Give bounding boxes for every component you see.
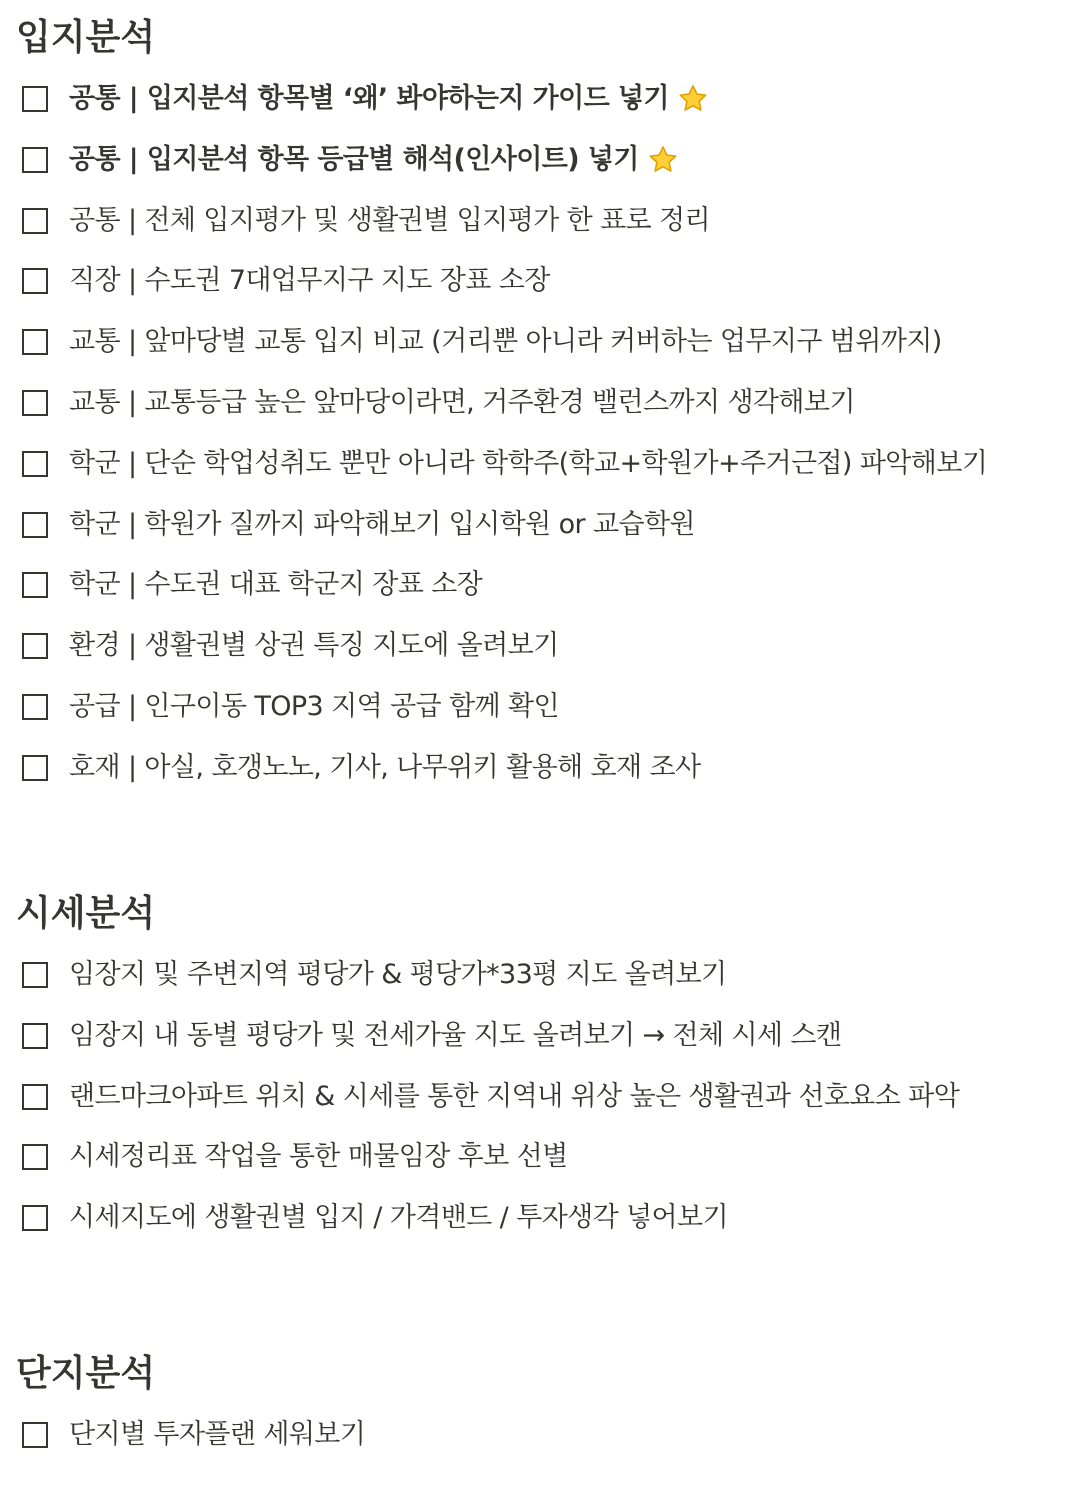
todo-item[interactable] bbox=[22, 955, 727, 995]
todo-item[interactable] bbox=[22, 383, 855, 423]
checkbox-icon[interactable] bbox=[22, 1144, 48, 1170]
star-icon bbox=[677, 83, 709, 115]
todo-item[interactable] bbox=[22, 322, 942, 362]
todo-item[interactable] bbox=[22, 748, 700, 788]
checkbox-icon[interactable] bbox=[22, 208, 48, 234]
section-heading: 시세분석 bbox=[16, 893, 156, 934]
star-icon bbox=[647, 144, 679, 176]
checkbox-icon[interactable] bbox=[22, 147, 48, 173]
checkbox-icon[interactable] bbox=[22, 694, 48, 720]
todo-text: 공통 | 입지분석 항목별 ‘왜’ 봐야하는지 가이드 넣기 bbox=[69, 83, 669, 114]
todo-text: 직장 | 수도권 7대업무지구 지도 장표 소장 bbox=[69, 265, 550, 296]
checkbox-icon[interactable] bbox=[22, 572, 48, 598]
todo-text: 공통 | 입지분석 항목 등급별 해석(인사이트) 넣기 bbox=[69, 144, 639, 175]
todo-item[interactable] bbox=[22, 1198, 728, 1238]
checkbox-icon[interactable] bbox=[22, 1205, 48, 1231]
todo-item[interactable] bbox=[22, 261, 550, 301]
todo-item[interactable] bbox=[22, 1137, 568, 1177]
section-heading: 단지분석 bbox=[16, 1353, 156, 1394]
todo-item[interactable] bbox=[22, 79, 709, 119]
todo-text: 호재 | 아실, 호갱노노, 기사, 나무위키 활용해 호재 조사 bbox=[69, 752, 701, 783]
todo-text: 학군 | 학원가 질까지 파악해보기 입시학원 or 교습학원 bbox=[69, 509, 695, 540]
todo-text: 시세지도에 생활권별 입지 / 가격밴드 / 투자생각 넣어보기 bbox=[69, 1202, 728, 1233]
todo-item[interactable] bbox=[22, 1077, 959, 1117]
todo-text: 랜드마크아파트 위치 & 시세를 통한 지역내 위상 높은 생활권과 선호요소 파악 bbox=[69, 1081, 960, 1112]
checkbox-icon[interactable] bbox=[22, 451, 48, 477]
todo-text: 임장지 및 주변지역 평당가 & 평당가*33평 지도 올려보기 bbox=[69, 959, 727, 990]
section-heading: 입지분석 bbox=[16, 17, 156, 58]
todo-text: 시세정리표 작업을 통한 매물임장 후보 선별 bbox=[69, 1141, 568, 1172]
todo-text: 교통 | 앞마당별 교통 입지 비교 (거리뿐 아니라 커버하는 업무지구 범위까지) bbox=[69, 326, 942, 357]
checkbox-icon[interactable] bbox=[22, 1023, 48, 1049]
todo-text: 교통 | 교통등급 높은 앞마당이라면, 거주환경 밸런스까지 생각해보기 bbox=[69, 387, 855, 418]
todo-item[interactable] bbox=[22, 1016, 841, 1056]
todo-item[interactable] bbox=[22, 444, 987, 484]
todo-item[interactable] bbox=[22, 1415, 365, 1455]
checkbox-icon[interactable] bbox=[22, 1422, 48, 1448]
todo-item[interactable] bbox=[22, 626, 559, 666]
checkbox-icon[interactable] bbox=[22, 329, 48, 355]
todo-item[interactable] bbox=[22, 687, 559, 727]
checkbox-icon[interactable] bbox=[22, 962, 48, 988]
checkbox-icon[interactable] bbox=[22, 512, 48, 538]
todo-item[interactable] bbox=[22, 140, 679, 180]
todo-text: 학군 | 수도권 대표 학군지 장표 소장 bbox=[69, 569, 483, 600]
checkbox-icon[interactable] bbox=[22, 633, 48, 659]
todo-text: 환경 | 생활권별 상권 특징 지도에 올려보기 bbox=[69, 630, 559, 661]
todo-text: 공통 | 전체 입지평가 및 생활권별 입지평가 한 표로 정리 bbox=[69, 205, 710, 236]
todo-text: 단지별 투자플랜 세워보기 bbox=[69, 1419, 366, 1450]
todo-item[interactable] bbox=[22, 201, 710, 241]
todo-text: 학군 | 단순 학업성취도 뿐만 아니라 학학주(학교+학원가+주거근접) 파악해보기 bbox=[69, 448, 988, 479]
todo-item[interactable] bbox=[22, 565, 482, 605]
todo-text: 공급 | 인구이동 TOP3 지역 공급 함께 확인 bbox=[69, 691, 559, 722]
checkbox-icon[interactable] bbox=[22, 268, 48, 294]
todo-text: 임장지 내 동별 평당가 및 전세가율 지도 올려보기 → 전체 시세 스캔 bbox=[69, 1020, 842, 1051]
checkbox-icon[interactable] bbox=[22, 755, 48, 781]
todo-item[interactable] bbox=[22, 505, 695, 545]
checkbox-icon[interactable] bbox=[22, 86, 48, 112]
checkbox-icon[interactable] bbox=[22, 390, 48, 416]
checkbox-icon[interactable] bbox=[22, 1084, 48, 1110]
